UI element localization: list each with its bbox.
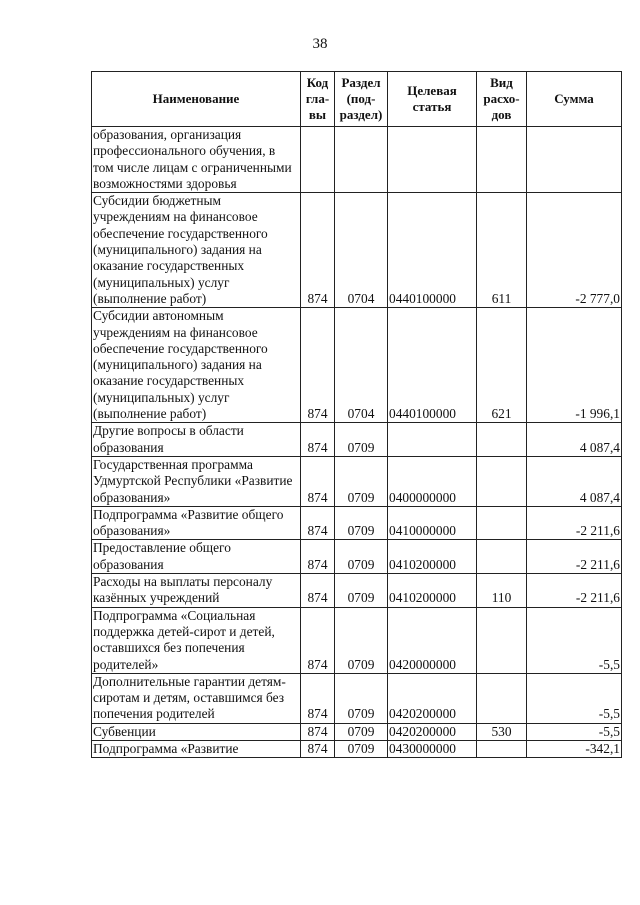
row-sum: -2 777,0 (527, 193, 622, 308)
row-section: 0709 (335, 673, 388, 723)
table-row (92, 607, 622, 673)
row-sum: -2 211,6 (527, 574, 622, 608)
row-sum: -1 996,1 (527, 308, 622, 423)
row-sum: 4 087,4 (527, 456, 622, 506)
table-row (92, 127, 622, 193)
row-name: Подпрограмма «Социальная поддержка детей-сирот и детей, оставшихся без попечения родителей» (92, 607, 301, 673)
table-row (92, 673, 622, 723)
row-name: Предоставление общего образования (92, 540, 301, 574)
row-code: 874 (301, 423, 335, 457)
header-name: Наименование (92, 72, 301, 127)
row-code: 874 (301, 673, 335, 723)
row-sum: -2 211,6 (527, 506, 622, 540)
row-type (477, 540, 527, 574)
row-target: 0420000000 (388, 607, 477, 673)
row-type: 611 (477, 193, 527, 308)
row-sum (527, 127, 622, 193)
header-code: Код гла- вы (301, 72, 335, 127)
row-type: 110 (477, 574, 527, 608)
row-sum: -342,1 (527, 740, 622, 757)
table-row (92, 506, 622, 540)
row-section: 0709 (335, 423, 388, 457)
row-sum: -5,5 (527, 607, 622, 673)
row-target: 0430000000 (388, 740, 477, 757)
row-name: Подпрограмма «Развитие общего образования» (92, 506, 301, 540)
table-row (92, 540, 622, 574)
header-sum: Сумма (527, 72, 622, 127)
row-target: 0420200000 (388, 723, 477, 740)
row-type (477, 506, 527, 540)
row-name: Дополнительные гарантии детям-сиротам и детям, оставшимся без попечения родителей (92, 673, 301, 723)
table-row (92, 193, 622, 308)
row-code: 874 (301, 540, 335, 574)
row-code: 874 (301, 193, 335, 308)
page-number: 38 (312, 36, 328, 52)
row-section: 0709 (335, 723, 388, 740)
row-type (477, 673, 527, 723)
row-target: 0410200000 (388, 540, 477, 574)
row-target: 0410200000 (388, 574, 477, 608)
row-target: 0400000000 (388, 456, 477, 506)
row-target (388, 127, 477, 193)
table-row (92, 574, 622, 608)
row-code: 874 (301, 723, 335, 740)
row-type (477, 456, 527, 506)
row-section: 0704 (335, 308, 388, 423)
row-code: 874 (301, 506, 335, 540)
row-code: 874 (301, 456, 335, 506)
row-type (477, 607, 527, 673)
row-type (477, 127, 527, 193)
header-section: Раздел (под- раздел) (335, 72, 388, 127)
row-sum: -5,5 (527, 673, 622, 723)
row-code: 874 (301, 740, 335, 757)
table-row (92, 308, 622, 423)
header-target: Целевая статья (388, 72, 477, 127)
row-sum: -5,5 (527, 723, 622, 740)
row-type: 621 (477, 308, 527, 423)
table-row (92, 423, 622, 457)
header-type: Вид расхо- дов (477, 72, 527, 127)
row-section: 0709 (335, 540, 388, 574)
row-name: Подпрограмма «Развитие (92, 740, 301, 757)
row-section (335, 127, 388, 193)
table-row (92, 723, 622, 740)
row-section: 0704 (335, 193, 388, 308)
budget-table (91, 71, 622, 758)
row-name: Другие вопросы в области образования (92, 423, 301, 457)
row-type (477, 423, 527, 457)
row-type (477, 740, 527, 757)
row-name: Государственная программа Удмуртской Республики «Развитие образования» (92, 456, 301, 506)
row-code: 874 (301, 308, 335, 423)
row-code (301, 127, 335, 193)
row-code: 874 (301, 574, 335, 608)
table-row (92, 456, 622, 506)
row-code: 874 (301, 607, 335, 673)
row-name: Субсидии автономным учреждениям на финансовое обеспечение государственного (муниципального) задания на оказание государственных (муниципальных) услуг (выполнение работ) (92, 308, 301, 423)
row-name: Субсидии бюджетным учреждениям на финансовое обеспечение государственного (муниципального) задания на оказание государственных (муниципальных) услуг (выполнение работ) (92, 193, 301, 308)
row-section: 0709 (335, 506, 388, 540)
table-row (92, 740, 622, 757)
row-target: 0410000000 (388, 506, 477, 540)
table-header-row (92, 72, 622, 127)
row-section: 0709 (335, 456, 388, 506)
row-section: 0709 (335, 574, 388, 608)
row-name: Расходы на выплаты персоналу казённых учреждений (92, 574, 301, 608)
row-target: 0440100000 (388, 193, 477, 308)
row-section: 0709 (335, 607, 388, 673)
row-name: образования, организация профессионального обучения, в том числе лицам с ограниченными возможностями здоровья (92, 127, 301, 193)
row-sum: -2 211,6 (527, 540, 622, 574)
row-target (388, 423, 477, 457)
row-target: 0440100000 (388, 308, 477, 423)
row-type: 530 (477, 723, 527, 740)
row-sum: 4 087,4 (527, 423, 622, 457)
row-section: 0709 (335, 740, 388, 757)
row-name: Субвенции (92, 723, 301, 740)
row-target: 0420200000 (388, 673, 477, 723)
